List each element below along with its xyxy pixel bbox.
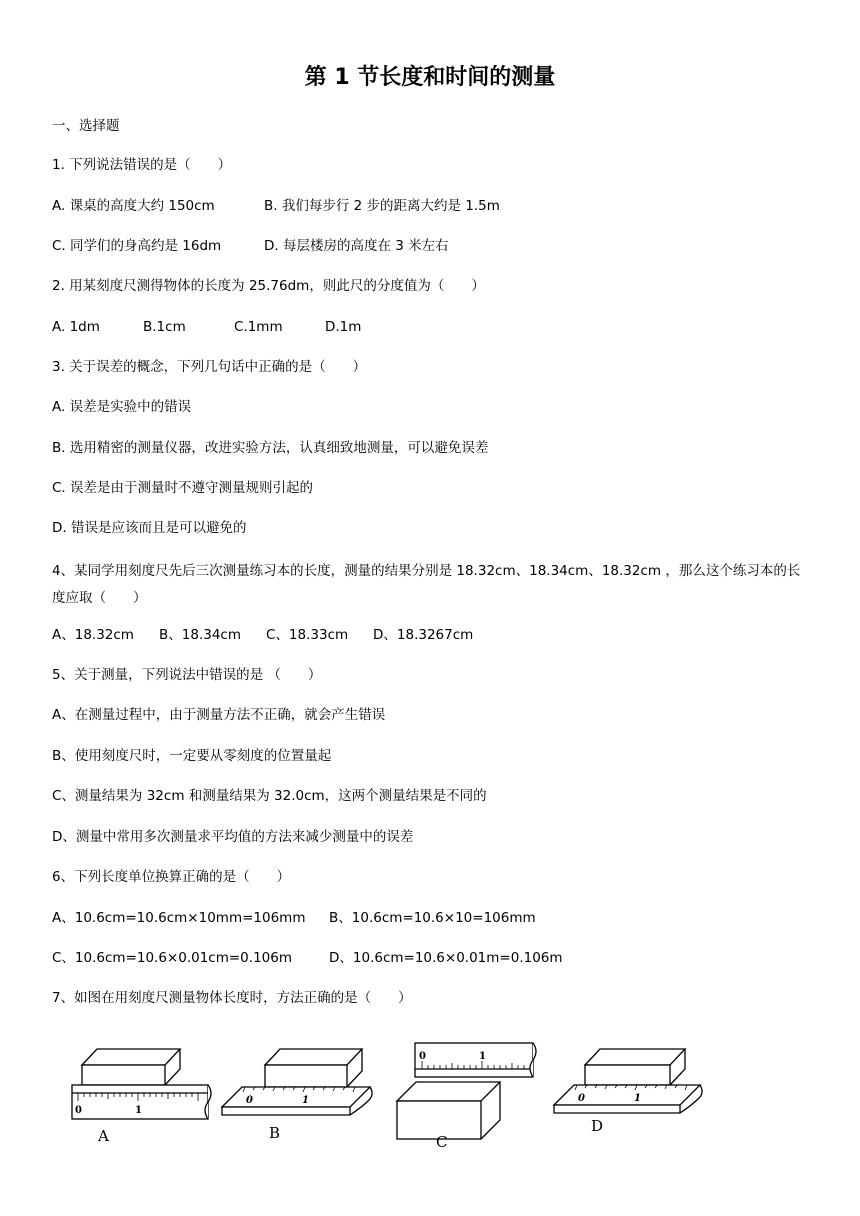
- ruler-figure: [60, 1035, 720, 1160]
- question-6-option-c: C、10.6cm=10.6×0.01cm=0.106m: [52, 950, 292, 966]
- question-1-option-a: A. 课桌的高度大约 150cm: [52, 198, 215, 214]
- question-7-stem: 7、如图在用刻度尺测量物体长度时，方法正确的是（ ）: [52, 990, 412, 1006]
- figure-a-tick-0: 0: [75, 1105, 82, 1116]
- question-2-option-a: A. 1dm: [52, 319, 100, 335]
- question-3-option-a: A. 误差是实验中的错误: [52, 399, 192, 415]
- figure-label-c: C: [436, 1133, 448, 1151]
- figure-c-drawing: [397, 1043, 536, 1139]
- question-4-option-a: A、18.32cm: [52, 627, 134, 643]
- question-5-option-d: D、测量中常用多次测量求平均值的方法来减少测量中的误差: [52, 829, 414, 845]
- question-4-option-c: C、18.33cm: [266, 627, 349, 643]
- question-5-stem: 5、关于测量，下列说法中错误的是 （ ）: [52, 667, 322, 683]
- figure-label-a: A: [98, 1127, 109, 1145]
- question-6-option-a: A、10.6cm=10.6cm×10mm=106mm: [52, 910, 306, 926]
- figure-b-tick-0: 0: [246, 1095, 253, 1106]
- question-1-stem: 1. 下列说法错误的是（ ）: [52, 157, 232, 173]
- question-3-stem: 3. 关于误差的概念，下列几句话中正确的是（ ）: [52, 359, 367, 375]
- question-5-option-c: C、测量结果为 32cm 和测量结果为 32.0cm，这两个测量结果是不同的: [52, 788, 487, 804]
- section-heading: 一、选择题: [52, 118, 120, 134]
- question-2-option-c: C.1mm: [234, 319, 283, 335]
- question-4-option-d: D、18.3267cm: [373, 627, 474, 643]
- figure-d-tick-1: 1: [634, 1093, 641, 1104]
- figure-b-tick-1: 1: [302, 1095, 309, 1106]
- question-6-option-b: B、10.6cm=10.6×10=106mm: [329, 910, 536, 926]
- figure-label-b: B: [269, 1124, 281, 1142]
- figure-a-tick-1: 1: [135, 1105, 142, 1116]
- question-5-option-b: B、使用刻度尺时，一定要从零刻度的位置量起: [52, 748, 332, 764]
- ruler-figure-drawing: [60, 1035, 720, 1160]
- figure-b-drawing: [222, 1049, 372, 1115]
- figure-d-tick-0: 0: [578, 1093, 585, 1104]
- question-2-option-d: D.1m: [325, 319, 362, 335]
- figure-d-drawing: [554, 1049, 702, 1113]
- question-5-option-a: A、在测量过程中，由于测量方法不正确，就会产生错误: [52, 707, 386, 723]
- question-6-option-d: D、10.6cm=10.6×0.01m=0.106m: [329, 950, 563, 966]
- figure-label-d: D: [591, 1117, 604, 1135]
- question-2-stem: 2. 用某刻度尺测得物体的长度为 25.76dm，则此尺的分度值为（ ）: [52, 278, 485, 294]
- question-6-stem: 6、下列长度单位换算正确的是（ ）: [52, 869, 291, 885]
- question-3-option-b: B. 选用精密的测量仪器，改进实验方法，认真细致地测量，可以避免误差: [52, 440, 489, 456]
- question-4-stem: 4、某同学用刻度尺先后三次测量练习本的长度，测量的结果分别是 18.32cm、18.34cm、18.32cm ，那么这个练习本的长度应取（ ）: [52, 563, 801, 606]
- question-3-option-c: C. 误差是由于测量时不遵守测量规则引起的: [52, 480, 314, 496]
- page-title: 第 1 节长度和时间的测量: [304, 65, 556, 90]
- figure-c-tick-0: 0: [419, 1051, 426, 1062]
- figure-c-tick-1: 1: [479, 1051, 486, 1062]
- question-1-option-c: C. 同学们的身高约是 16dm: [52, 238, 222, 254]
- question-2-option-b: B.1cm: [143, 319, 186, 335]
- question-1-option-b: B. 我们每步行 2 步的距离大约是 1.5m: [264, 198, 500, 214]
- question-1-option-d: D. 每层楼房的高度在 3 米左右: [264, 238, 449, 254]
- question-4-option-b: B、18.34cm: [159, 627, 241, 643]
- question-3-option-d: D. 错误是应该而且是可以避免的: [52, 520, 247, 536]
